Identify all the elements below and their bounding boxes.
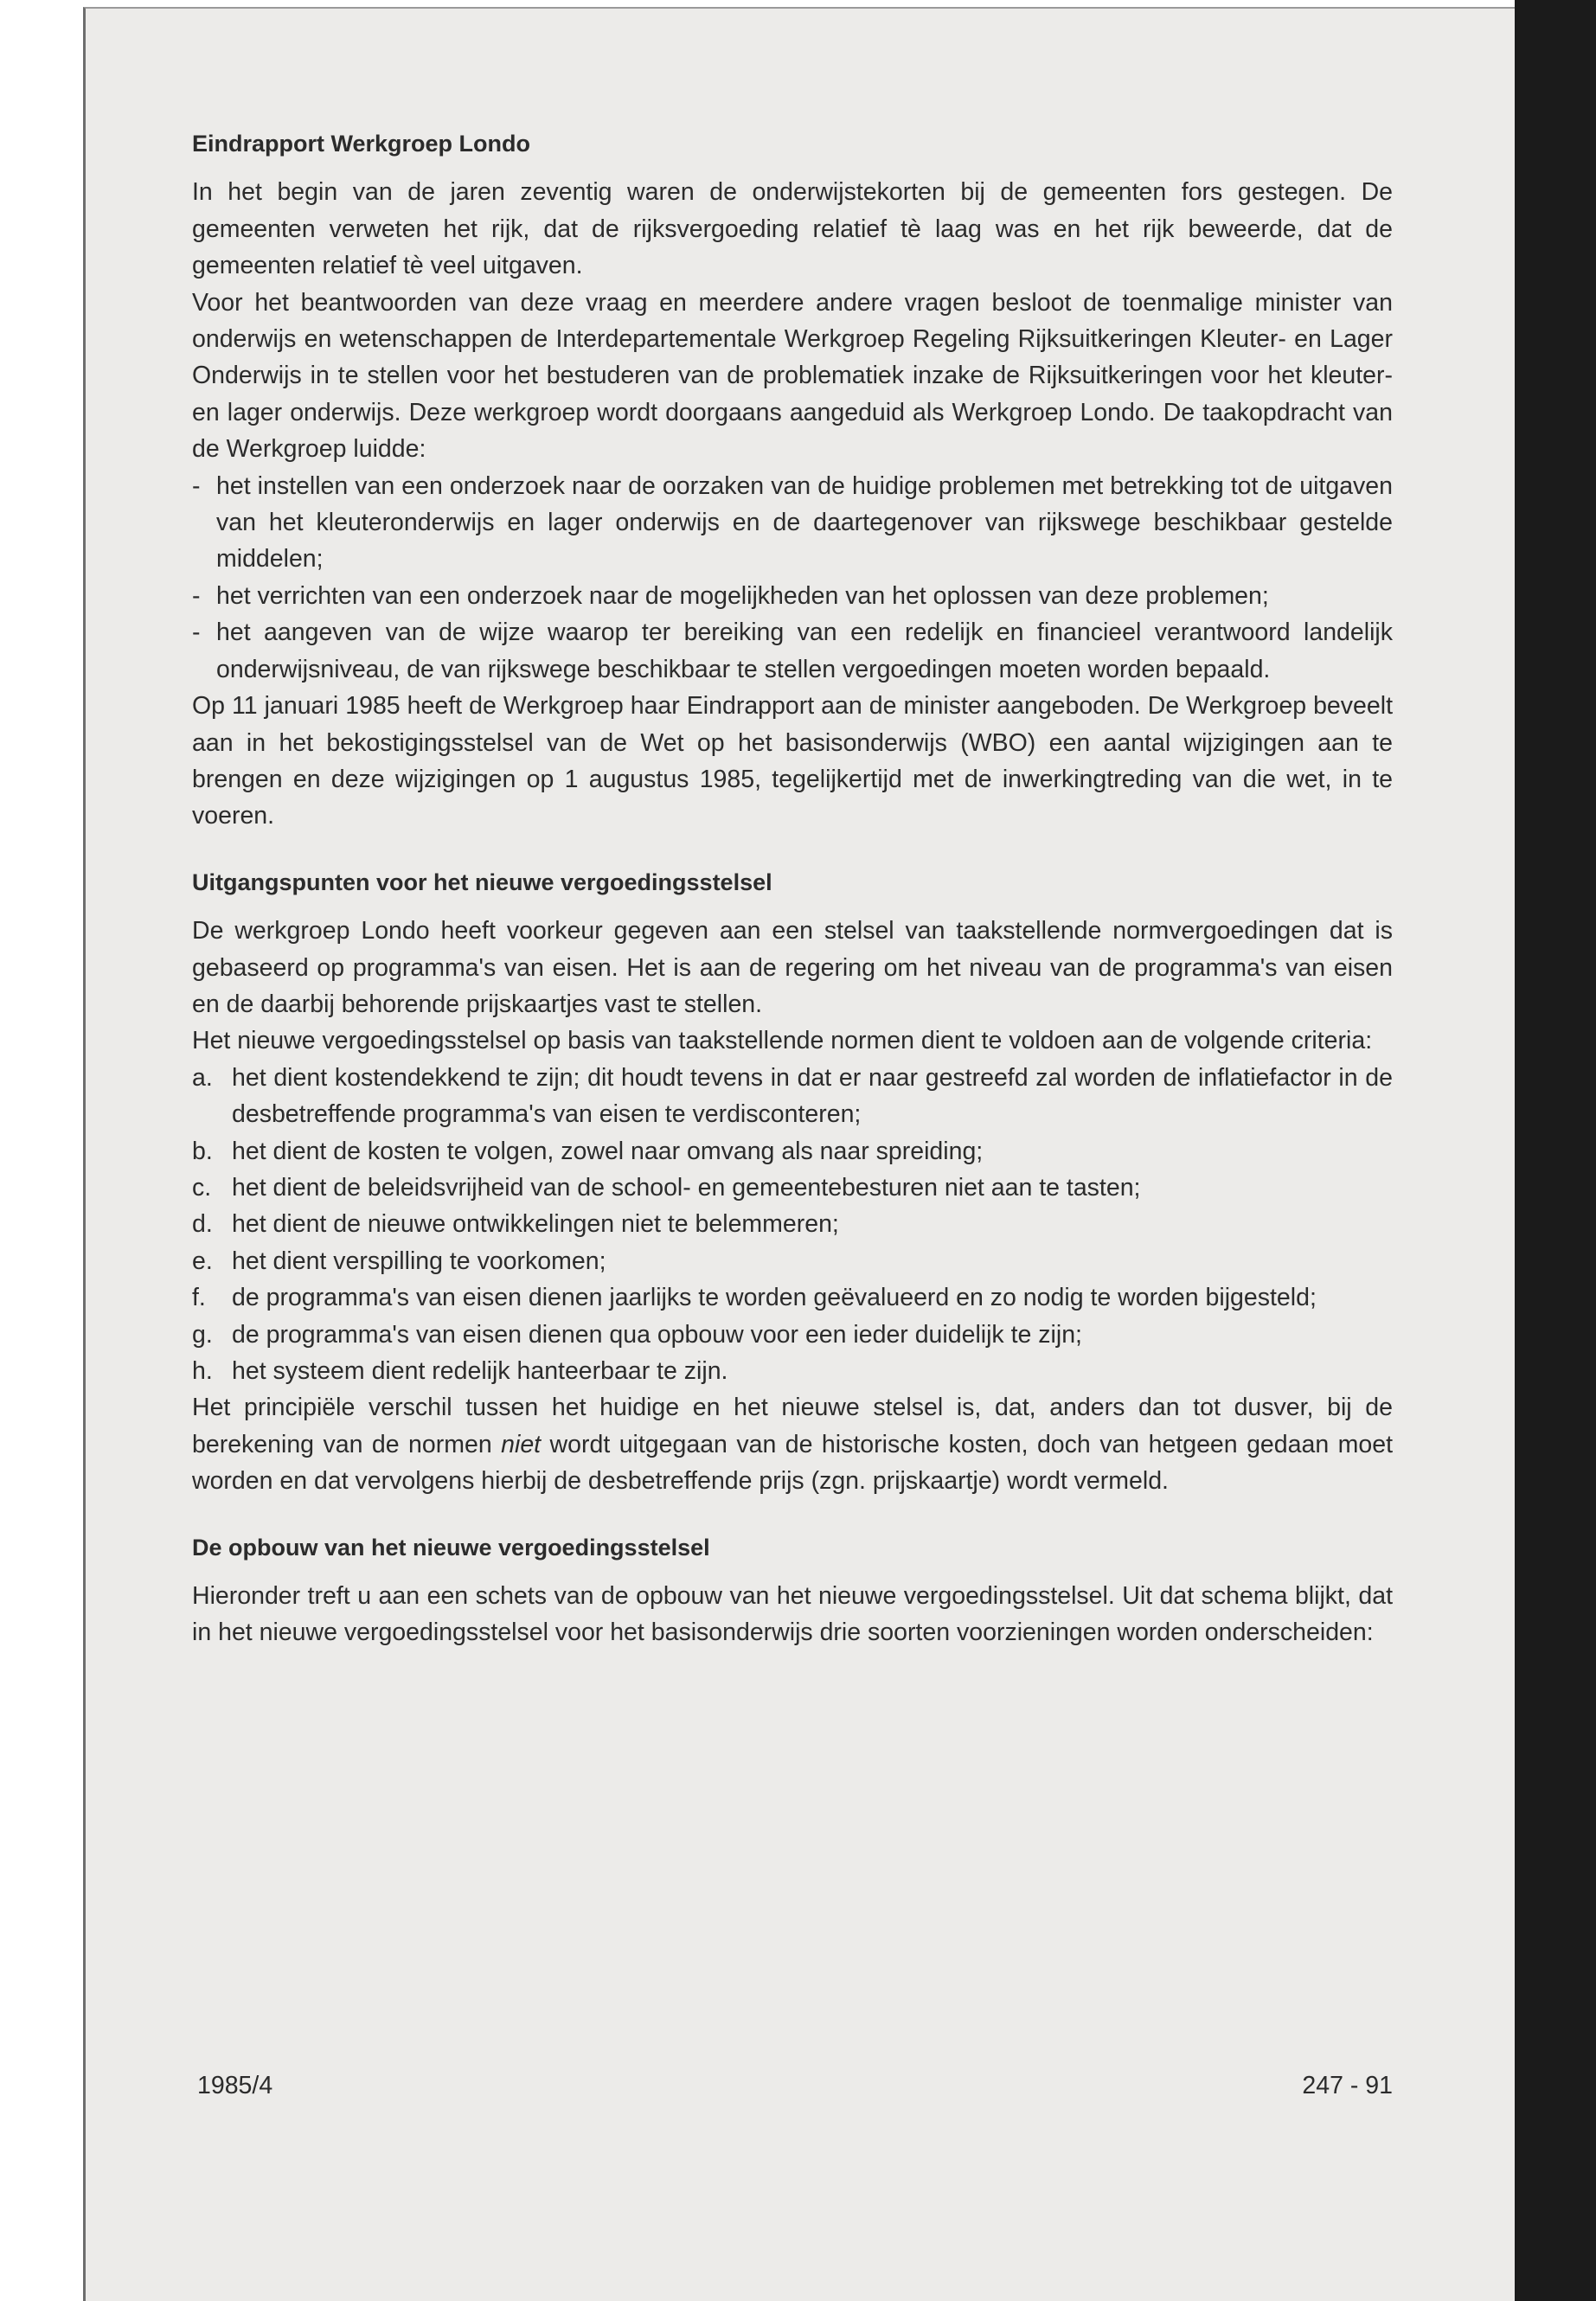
list-item	[192, 578, 1393, 614]
list-item	[192, 468, 1393, 578]
list-item	[192, 1317, 1393, 1353]
page-number: 247 - 91	[1302, 2072, 1393, 2099]
paragraph	[192, 1389, 1393, 1499]
list-marker: -	[192, 581, 201, 610]
paragraph: In het begin van de jaren zeventig waren de onderwijstekorten bij de gemeenten fors gestegen. De gemeenten verweten het rijk, dat de rijksvergoeding relatief tè laag was en het rijk beweerde, dat de gemeenten relatief tè veel uitgaven.	[192, 178, 1393, 280]
list-item-text: het dient de nieuwe ontwikkelingen niet te belemmeren;	[232, 1210, 839, 1239]
list-item-text: het dient de beleidsvrijheid van de school- en gemeentebesturen niet aan te tasten;	[232, 1173, 1141, 1202]
list-marker: g.	[192, 1320, 213, 1349]
list-item	[192, 1353, 1393, 1389]
section-heading-opbouw: De opbouw van het nieuwe vergoedingsstelsel	[192, 1534, 710, 1561]
list-item	[192, 614, 1393, 688]
section-heading-uitgangspunten: Uitgangspunten voor het nieuwe vergoedingsstelsel	[192, 868, 772, 895]
list-marker: f.	[192, 1284, 206, 1312]
paragraph: Voor het beantwoorden van deze vraag en meerdere andere vragen besloot de toenmalige minister van onderwijs en wetenschappen de Interdepartementale Werkgroep Regeling Rijksuitkeringen Kleuter- en Lager Onderwijs in te stellen voor het bestuderen van de problematiek inzake de Rijksuitkeringen voor het kleuter- en lager onderwijs. Deze werkgroep wordt doorgaans aangeduid als Werkgroep Londo. De taakopdracht van de Werkgroep luidde:	[192, 288, 1393, 464]
paragraph: Hieronder treft u aan een schets van de opbouw van het nieuwe vergoedingsstelsel. Uit dat schema blijkt, dat in het nieuwe vergoedingsstelsel voor het basisonderwijs drie soorten voorzieningen worden onderscheiden:	[192, 1582, 1393, 1647]
paragraph: De werkgroep Londo heeft voorkeur gegeven aan een stelsel van taakstellende normvergoedingen dat is gebaseerd op programma's van eisen. Het is aan de regering om het niveau van de programma's van eisen en de daarbij behorende prijskaartjes vast te stellen.	[192, 917, 1393, 1018]
list-item	[192, 1060, 1393, 1133]
list-item-text: het dient kostendekkend te zijn; dit houdt tevens in dat er naar gestreefd zal worden de inflatiefactor in de desbetreffende programma's van eisen te verdisconteren;	[232, 1063, 1393, 1129]
section-heading-eindrapport: Eindrapport Werkgroep Londo	[192, 131, 530, 157]
list-marker: e.	[192, 1247, 213, 1275]
list-item-text: de programma's van eisen dienen qua opbouw voor een ieder duidelijk te zijn;	[232, 1320, 1082, 1349]
list-marker: a.	[192, 1063, 213, 1092]
task-list	[192, 468, 1393, 688]
list-item-text: het systeem dient redelijk hanteerbaar te zijn.	[232, 1357, 728, 1385]
list-marker: -	[192, 471, 201, 500]
list-item	[192, 1133, 1393, 1170]
list-marker: c.	[192, 1173, 212, 1202]
list-item-text: het aangeven van de wijze waarop ter bereiking van een redelijk en financieel verantwoord landelijk onderwijsniveau, de van rijkswege beschikbaar te stellen vergoedingen moeten worden bepaald.	[216, 619, 1393, 683]
document-body	[192, 125, 1393, 1651]
list-marker: d.	[192, 1210, 213, 1239]
list-item	[192, 1243, 1393, 1279]
paragraph: Op 11 januari 1985 heeft de Werkgroep haar Eindrapport aan de minister aangeboden. De Werkgroep beveelt aan in het bekostigingsstelsel van de Wet op het basisonderwijs (WBO) een aantal wijzigingen aan te brengen en deze wijzigingen op 1 augustus 1985, tegelijkertijd met de inwerkingtreding van die wet, in te voeren.	[192, 692, 1393, 830]
list-item-text: het verrichten van een onderzoek naar de mogelijkheden van het oplossen van deze problemen;	[216, 581, 1269, 610]
paragraph: Het nieuwe vergoedingsstelsel op basis van taakstellende normen dient te voldoen aan de volgende criteria:	[192, 1027, 1373, 1055]
list-item	[192, 1170, 1393, 1206]
list-marker: b.	[192, 1137, 213, 1165]
list-item	[192, 1206, 1393, 1242]
list-item-text: het dient verspilling te voorkomen;	[232, 1247, 606, 1275]
criteria-list	[192, 1060, 1393, 1390]
list-marker: h.	[192, 1357, 213, 1385]
paragraph-text: Het principiële verschil tussen het huidige en het nieuwe stelsel is, dat, anders dan tot dusver, bij de berekening van de normen	[192, 1394, 1393, 1458]
scan-dark-edge	[1515, 0, 1596, 2301]
list-item-text: het dient de kosten te volgen, zowel naar omvang als naar spreiding;	[232, 1137, 984, 1165]
list-item	[192, 1279, 1393, 1316]
issue-number: 1985/4	[197, 2072, 273, 2099]
paragraph-text: wordt uitgegaan van de historische kosten, doch van hetgeen gedaan moet worden en dat vervolgens hierbij de desbetreffende prijs (zgn. prijskaartje) wordt vermeld.	[192, 1430, 1393, 1496]
list-item-text: de programma's van eisen dienen jaarlijks te worden geëvalueerd en zo nodig te worden bijgesteld;	[232, 1284, 1317, 1312]
list-marker: -	[192, 619, 201, 647]
list-item-text: het instellen van een onderzoek naar de oorzaken van de huidige problemen met betrekking tot de uitgaven van het kleuteronderwijs en lager onderwijs en de daartegenover van rijkswege beschikbaar gestelde middelen;	[216, 471, 1393, 574]
emphasized-word: niet	[501, 1430, 542, 1458]
